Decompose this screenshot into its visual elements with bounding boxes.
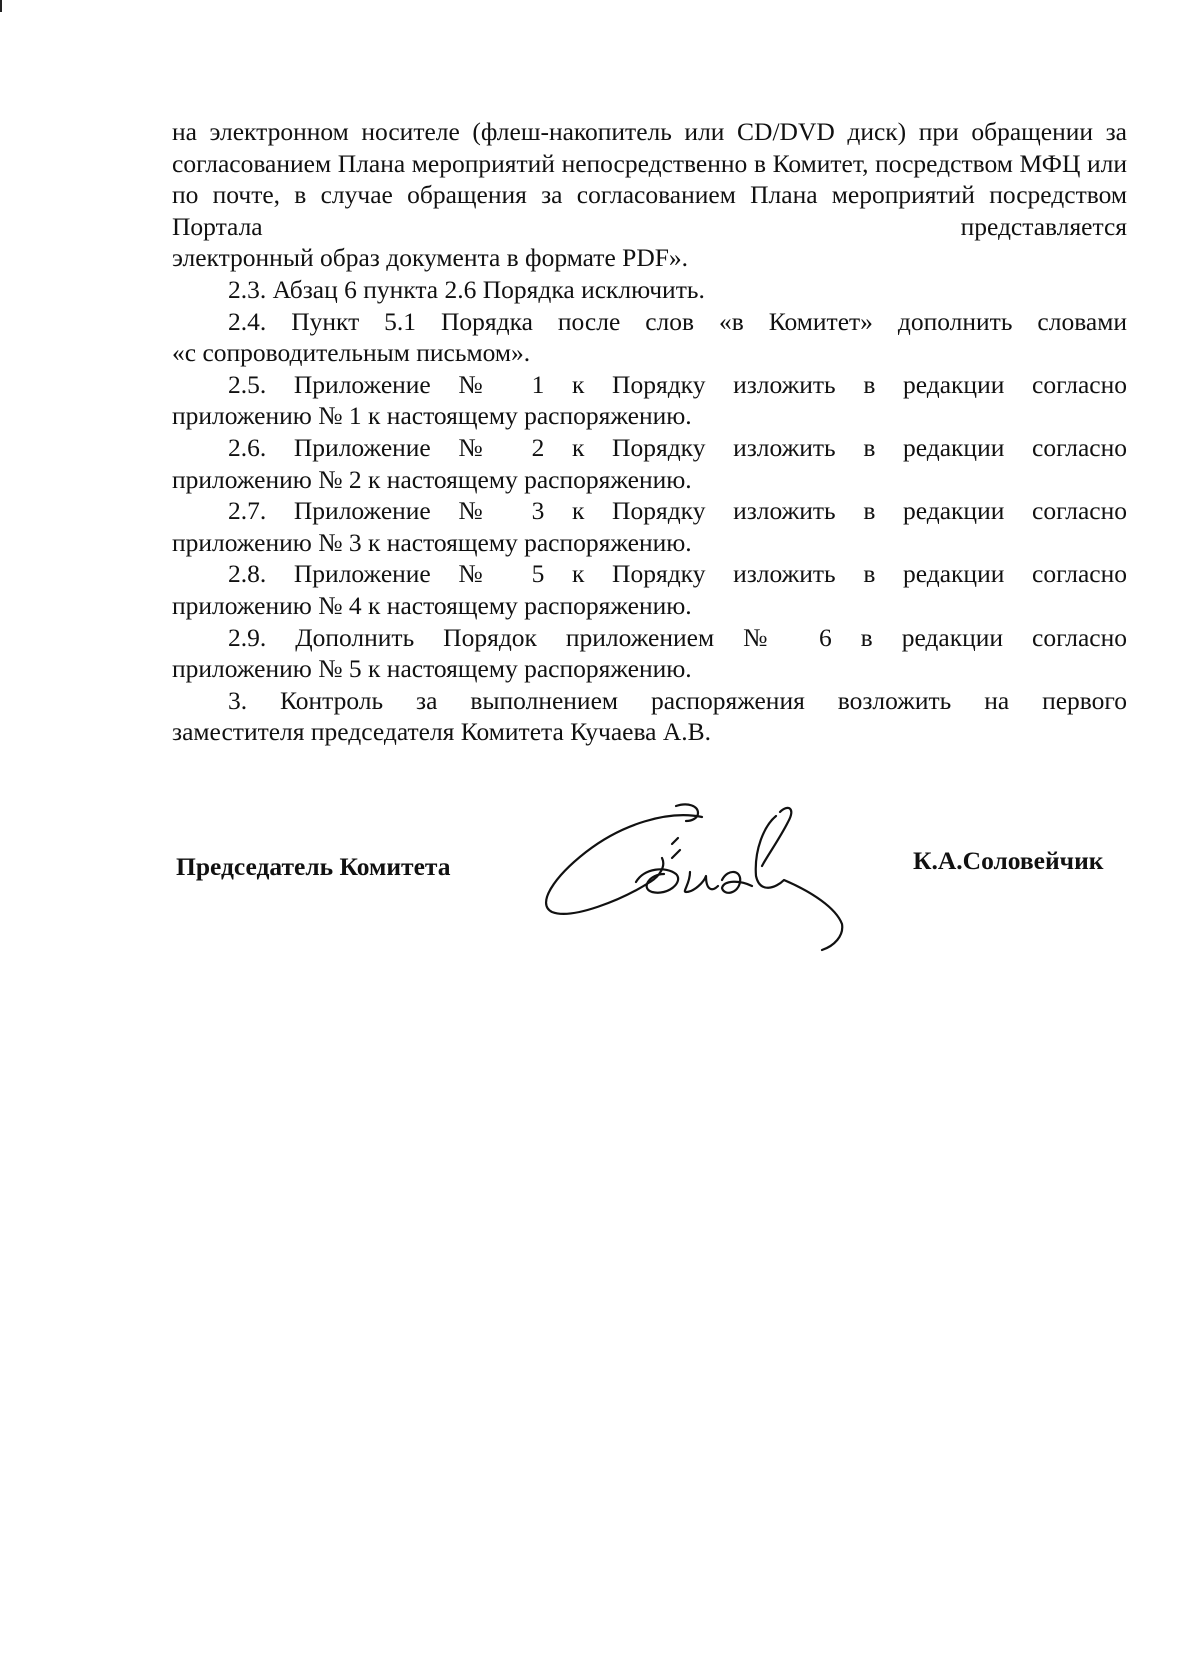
- text-line: на электронном носителе (флеш-накопитель или CD/DVD диск): [172, 117, 907, 146]
- paragraph-2-8-end: [172, 590, 1127, 622]
- text-line: 2.3. Абзац 6 пункта 2.6 Порядка исключить.: [228, 274, 705, 304]
- paragraph-2-6: [172, 432, 1127, 464]
- paragraph-2-6-end: [172, 464, 1127, 496]
- text-line: «с сопроводительным письмом».: [172, 338, 531, 368]
- text-line: 2.4. Пункт 5.1 Порядка после слов «в Комитет» дополнить словами: [228, 306, 1127, 336]
- text-line: 3. Контроль за выполнением распоряжения возложить на первого: [228, 685, 1127, 715]
- paragraph-2-8: [172, 558, 1127, 590]
- text-line: 2.6. Приложение № 2 к Порядку изложить в редакции согласно: [228, 432, 1127, 462]
- text-line: 2.8. Приложение № 5 к Порядку изложить в редакции согласно: [228, 559, 1127, 589]
- paragraph-2-7: [172, 495, 1127, 527]
- scan-edge-mark: [0, 0, 2, 12]
- text-line: 2.9. Дополнить Порядок приложением № 6 в редакции согласно: [228, 622, 1127, 652]
- document-body: [172, 116, 1127, 748]
- paragraph-2-9: [172, 622, 1127, 654]
- text-line: приложению № 1 к настоящему распоряжению.: [172, 401, 692, 431]
- paragraph-3-end: [172, 716, 1127, 748]
- text-line: при обращении за согласованием Плана мероприятий непосредственно: [172, 117, 1128, 178]
- signatory-name: К.А.Соловейчик: [913, 846, 1104, 875]
- paragraph-2-7-end: [172, 527, 1127, 559]
- paragraph-continuation-end: [172, 242, 1127, 274]
- text-line: 2.7. Приложение № 3 к Порядку изложить в редакции согласно: [228, 496, 1127, 526]
- text-line: приложению № 5 к настоящему распоряжению.: [172, 654, 692, 684]
- paragraph-3: [172, 685, 1127, 717]
- text-line: приложению № 3 к настоящему распоряжению.: [172, 527, 692, 557]
- paragraph-2-4: [172, 306, 1127, 338]
- paragraph-2-4-end: [172, 337, 1127, 369]
- handwritten-signature: [540, 800, 890, 960]
- text-line: 2.5. Приложение № 1 к Порядку изложить в редакции согласно: [228, 369, 1127, 399]
- text-line: приложению № 4 к настоящему распоряжению.: [172, 590, 692, 620]
- paragraph-2-3: [172, 274, 1127, 306]
- paragraph-continuation: [172, 116, 1127, 242]
- text-line: электронный образ документа в формате PDF».: [172, 243, 689, 273]
- text-line: в Комитет, посредством МФЦ или по почте, в случае обращения: [172, 148, 1128, 210]
- text-line: заместителя председателя Комитета Кучаева А.В.: [172, 717, 712, 747]
- paragraph-2-9-end: [172, 653, 1127, 685]
- paragraph-2-5: [172, 369, 1127, 401]
- paragraph-2-5-end: [172, 400, 1127, 432]
- text-line: приложению № 2 к настоящему распоряжению.: [172, 464, 692, 494]
- signatory-title: Председатель Комитета: [176, 852, 451, 881]
- text-line: за согласованием Плана мероприятий посредством Портала представляется: [172, 180, 1127, 241]
